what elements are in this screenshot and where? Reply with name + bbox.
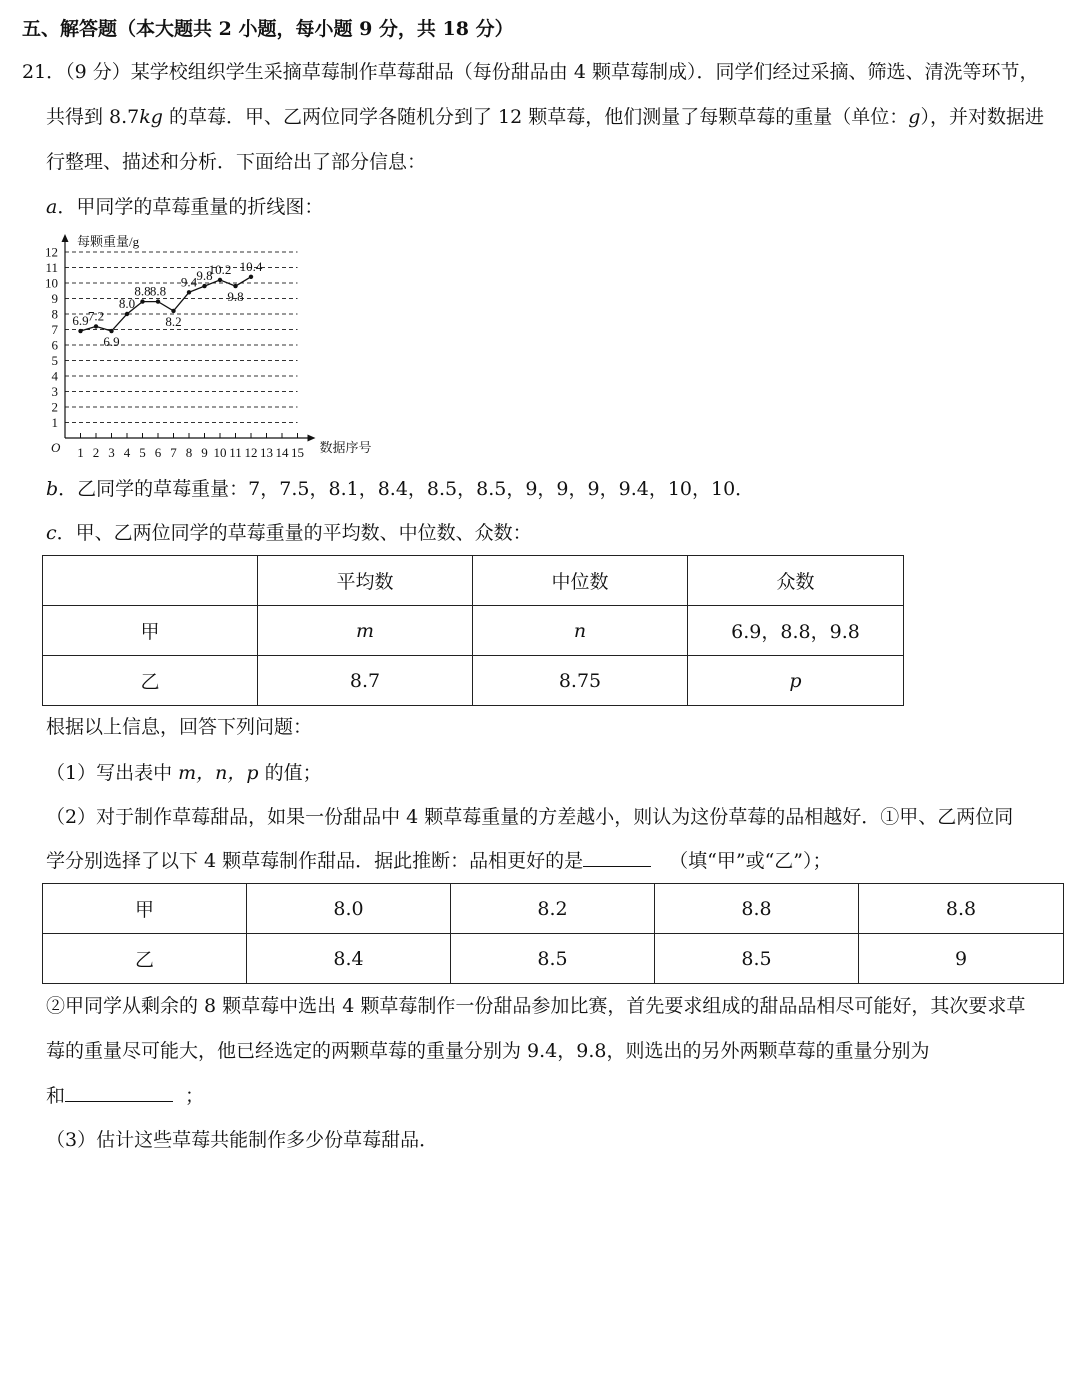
data-label: 10.4 <box>239 258 263 274</box>
stats-header-row <box>43 556 904 606</box>
stats-cell: 8.75 <box>473 656 688 706</box>
part-c-text: ．甲、乙两位同学的草莓重量的平均数、中位数、众数： <box>56 522 532 544</box>
q1-variables: m，n，p <box>178 762 259 784</box>
stats-header-median: 中位数 <box>473 556 688 606</box>
part-c-caption <box>46 524 532 543</box>
choice-cell: 8.5 <box>655 934 859 984</box>
y-tick-label: 12 <box>45 244 58 260</box>
y-tick-label: 5 <box>51 353 58 368</box>
data-label: 7.2 <box>87 308 105 324</box>
data-point <box>171 309 175 313</box>
y-axis-arrow <box>62 234 69 242</box>
x-tick-label: 15 <box>291 445 304 460</box>
data-label: 10.2 <box>208 261 232 277</box>
choice-cell: 9 <box>859 934 1064 984</box>
data-point <box>109 329 113 333</box>
q2b-text-b: ； <box>185 1085 205 1107</box>
answer-blank-2[interactable] <box>65 1101 173 1102</box>
x-tick-label: 13 <box>260 445 273 460</box>
stats-cell: m <box>258 606 473 656</box>
q2-text-a: 学分别选择了以下 4 颗草莓制作甜品．据此推断：品相更好的是 <box>46 850 584 872</box>
y-tick-label: 1 <box>51 415 58 430</box>
choice-cell: 8.8 <box>859 884 1064 934</box>
data-label: 6.9 <box>72 313 89 329</box>
y-tick-label: 2 <box>51 399 58 415</box>
data-point <box>94 324 98 328</box>
part-a-caption <box>46 198 323 217</box>
stats-header-mean: 平均数 <box>258 556 473 606</box>
data-point <box>202 284 206 288</box>
x-axis-arrow <box>308 435 316 442</box>
data-label: 9.8 <box>196 268 213 284</box>
choice-cell: 8.5 <box>451 934 655 984</box>
stats-row-yi <box>43 656 904 706</box>
stats-cell: n <box>473 606 688 656</box>
x-tick-label: 3 <box>108 445 115 460</box>
x-tick-label: 8 <box>185 445 193 460</box>
data-label: 9.8 <box>227 289 244 305</box>
choice-row-yi <box>43 934 1064 984</box>
question-2-line-1: （2）对于制作草莓甜品，如果一份甜品中 4 颗草莓重量的方差越小，则认为这份草莓的品相越好．①甲、乙两位同 <box>46 806 1014 828</box>
problem-line-2-b: 的草莓．甲、乙两位同学各随机分到了 12 颗草莓，他们测量了每颗草莓的重量（单位： <box>162 106 909 128</box>
x-tick-label: 14 <box>275 445 289 460</box>
stats-header-empty <box>43 556 258 606</box>
choice-table <box>42 883 1064 984</box>
choice-cell: 8.4 <box>247 934 451 984</box>
unit-g: g <box>908 106 921 128</box>
x-tick-label: 11 <box>229 445 242 460</box>
q1-text-b: 的值； <box>258 762 322 784</box>
stats-row-jia <box>43 606 904 656</box>
chart-series <box>72 259 263 349</box>
part-b-letter: b <box>46 478 59 500</box>
problem-line-3: 行整理、描述和分析．下面给出了部分信息： <box>46 151 427 173</box>
q2-text-b: （填“甲”或“乙”）； <box>669 850 832 872</box>
x-tick-label: 7 <box>170 445 177 460</box>
problem-line-2 <box>46 108 1044 127</box>
y-tick-label: 11 <box>45 260 58 275</box>
data-label: 8.0 <box>118 296 136 311</box>
question-2b-line-2: 莓的重量尽可能大，他已经选定的两颗草莓的重量分别为 9.4，9.8，则选出的另外两颗草莓的重量分别为 <box>46 1040 930 1062</box>
part-b-text-line <box>46 480 754 499</box>
stats-cell: p <box>688 656 904 706</box>
y-tick-label: 3 <box>51 384 58 399</box>
part-c-letter: c <box>46 522 57 544</box>
y-tick-label: 4 <box>51 368 58 384</box>
origin-label: O <box>51 440 61 455</box>
section-heading: 五、解答题（本大题共 2 小题，每小题 9 分，共 18 分） <box>22 18 514 40</box>
stats-cell: 乙 <box>43 656 258 706</box>
part-a-letter: a <box>46 196 58 218</box>
y-tick-label: 8 <box>51 306 58 322</box>
data-label: 6.9 <box>103 334 120 350</box>
data-label: 8.2 <box>165 313 182 329</box>
stats-cell: 8.7 <box>258 656 473 706</box>
choice-cell: 8.2 <box>451 884 655 934</box>
x-tick-label: 9 <box>201 445 208 460</box>
x-tick-label: 12 <box>244 445 258 460</box>
question-2b-line-1: ②甲同学从剩余的 8 颗草莓中选出 4 颗草莓制作一份甜品参加比赛，首先要求组成的甜品品相尽可能好，其次要求草 <box>46 995 1026 1017</box>
y-tick-label: 7 <box>51 322 58 337</box>
data-point <box>187 290 191 294</box>
data-point <box>249 275 253 279</box>
x-tick-label: 5 <box>139 445 146 460</box>
y-tick-label: 9 <box>51 291 58 306</box>
unit-kg: kg <box>139 106 163 128</box>
data-point <box>156 299 160 303</box>
part-b-text: ．乙同学的草莓重量：7，7.5，8.1，8.4，8.5，8.5，9，9，9，9.4，10，10． <box>58 478 755 500</box>
stats-cell: 6.9，8.8，9.8 <box>688 606 904 656</box>
stats-cell: 甲 <box>43 606 258 656</box>
weight-line-chart <box>40 226 380 466</box>
part-a-text: ．甲同学的草莓重量的折线图： <box>57 196 324 218</box>
problem-line-2-a: 共得到 8.7 <box>46 106 140 128</box>
y-tick-label: 6 <box>51 337 58 353</box>
data-point <box>140 299 144 303</box>
q2b-text-a: 和 <box>46 1085 66 1107</box>
y-tick-label: 10 <box>45 275 58 291</box>
data-label: 9.4 <box>180 274 198 290</box>
question-2b-line-3 <box>46 1087 204 1106</box>
x-tick-label: 10 <box>213 445 227 460</box>
data-point <box>78 329 82 333</box>
stats-table <box>42 555 904 706</box>
question-1 <box>46 764 322 783</box>
x-tick-label: 1 <box>77 445 84 460</box>
choice-row-jia <box>43 884 1064 934</box>
question-3: （3）估计这些草莓共能制作多少份草莓甜品． <box>46 1129 439 1151</box>
choice-cell: 乙 <box>43 934 247 984</box>
y-axis-title: 每颗重量/g <box>77 234 140 249</box>
data-label: 8.8 <box>149 283 167 299</box>
choice-cell: 8.8 <box>655 884 859 934</box>
data-point <box>125 312 129 316</box>
problem-line-2-c: ），并对数据进 <box>920 106 1044 128</box>
x-axis-title: 数据序号 <box>319 440 372 455</box>
questions-intro: 根据以上信息，回答下列问题： <box>46 716 313 738</box>
q1-text-a: （1）写出表中 <box>46 762 179 784</box>
answer-blank-1[interactable] <box>583 866 651 867</box>
data-point <box>233 284 237 288</box>
x-tick-label: 4 <box>123 445 131 460</box>
question-2-line-2 <box>46 852 832 871</box>
choice-cell: 8.0 <box>247 884 451 934</box>
data-point <box>218 278 222 282</box>
problem-line-1: 21．（9 分）某学校组织学生采摘草莓制作草莓甜品（每份甜品由 4 颗草莓制成）．同学们经过采摘、筛选、清洗等环节， <box>22 61 1039 83</box>
x-tick-label: 2 <box>92 445 100 460</box>
data-label: 8.8 <box>134 283 151 299</box>
choice-cell: 甲 <box>43 884 247 934</box>
stats-header-mode: 众数 <box>688 556 904 606</box>
x-tick-label: 6 <box>154 445 162 460</box>
